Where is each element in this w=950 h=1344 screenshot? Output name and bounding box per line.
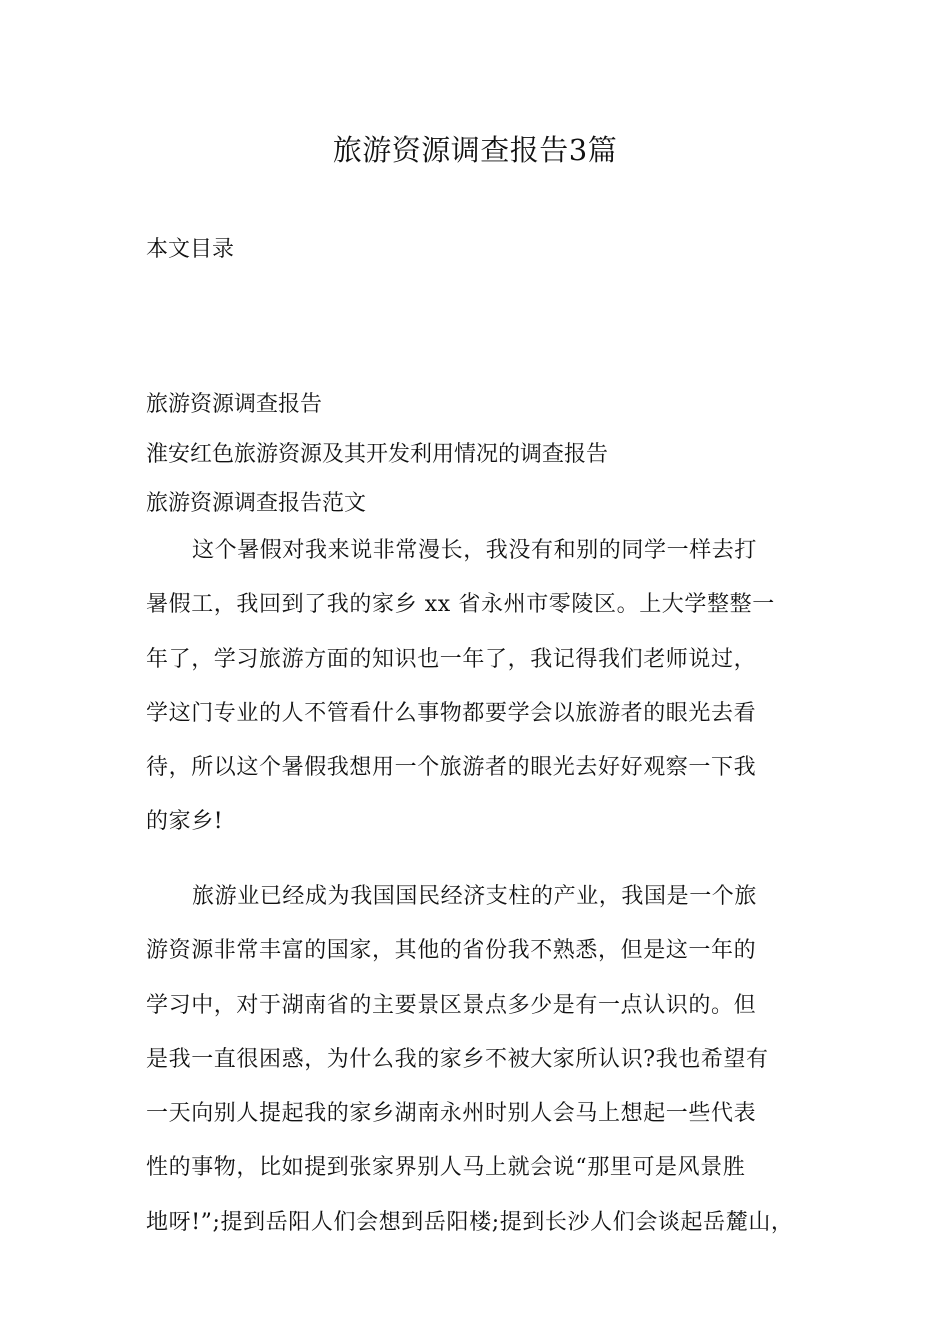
paragraph-line: 性的事物，比如提到张家界别人马上就会说“那里可是风景胜 [146,1155,746,1181]
body-paragraph [146,870,826,1250]
paragraph-line: 这个暑假对我来说非常漫长，我没有和别的同学一样去打 [192,538,758,563]
paragraph-line: 学这门专业的人不管看什么事物都要学会以旅游者的眼光去看 [146,700,757,726]
toc-heading: 本文目录 [146,237,235,262]
paragraph-line: 年了，学习旅游方面的知识也一年了，我记得我们老师说过， [146,646,757,672]
document-title: 旅游资源调查报告3篇 [332,133,618,167]
body-paragraph [146,524,826,850]
paragraph-line: 游资源非常丰富的国家，其他的省份我不熟悉，但是这一年的 [146,938,757,964]
paragraph-line: 学习中，对于湖南省的主要景区景点多少是有一点认识的。但 [146,992,757,1018]
paragraph-line: 的家乡! [146,809,224,835]
toc-item[interactable]: 淮安红色旅游资源及其开发利用情况的调查报告 [146,441,609,467]
paragraph-line: 待，所以这个暑假我想用一个旅游者的眼光去好好观察一下我 [146,755,757,781]
paragraph-line: 一天向别人提起我的家乡湖南永州时别人会马上想起一些代表 [146,1101,757,1127]
toc-list [146,380,608,529]
paragraph-line: 地呀!”;提到岳阳人们会想到岳阳楼;提到长沙人们会谈起岳麓山， [146,1209,794,1235]
paragraph-line: 旅游业已经成为我国国民经济支柱的产业，我国是一个旅 [192,884,758,909]
paragraph-line: 是我一直很困惑，为什么我的家乡不被大家所认识?我也希望有 [146,1046,769,1072]
toc-item[interactable]: 旅游资源调查报告 [146,392,323,417]
toc-item[interactable]: 旅游资源调查报告范文 [146,491,367,516]
paragraph-line: 暑假工，我回到了我的家乡 xx 省永州市零陵区。上大学整整一 [146,592,775,618]
